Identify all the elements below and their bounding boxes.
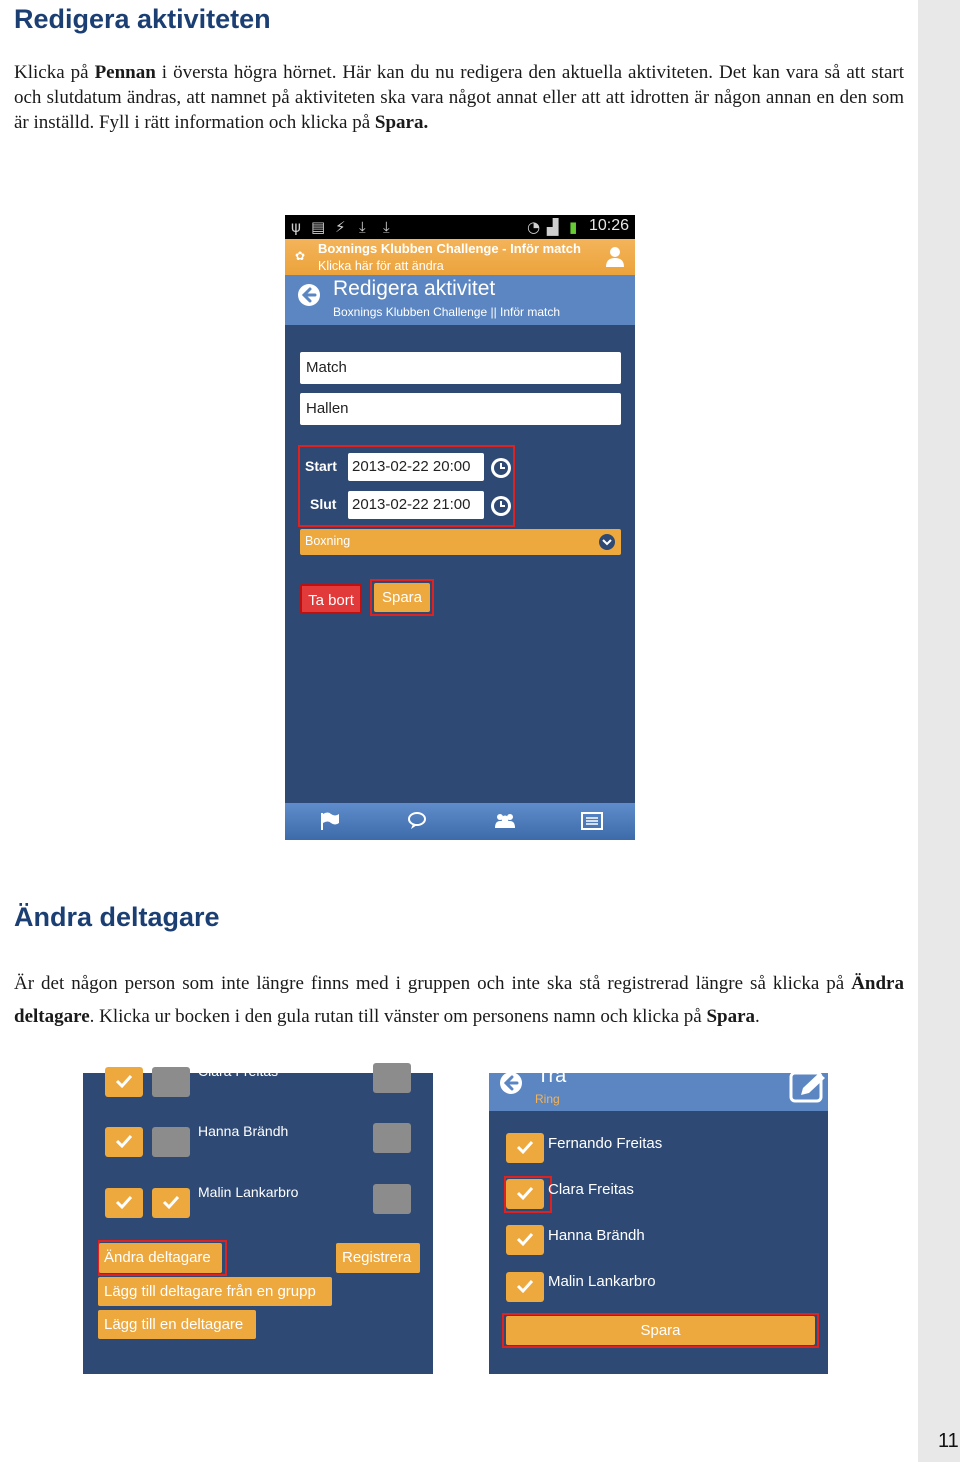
usb-icon: ψ (291, 218, 301, 236)
notification-title: Boxnings Klubben Challenge - Inför match (318, 241, 581, 256)
notification-banner[interactable] (285, 239, 635, 275)
screen-header (285, 275, 635, 325)
screen-subtitle: Boxnings Klubben Challenge || Inför match (333, 305, 561, 319)
phone-screenshot-edit-activity (285, 215, 635, 840)
section-heading-change-participants: Ändra deltagare (14, 902, 220, 932)
save-button[interactable]: Spara (506, 1316, 815, 1345)
chevron-down-icon (599, 534, 615, 550)
screen-subtitle: Ring (535, 1092, 560, 1106)
bottom-tab-bar (285, 803, 635, 840)
wifi-icon: ◔ (527, 218, 541, 236)
screen-title-cut: Tra (537, 1065, 567, 1087)
checkbox-checked[interactable] (105, 1067, 143, 1097)
sport-select[interactable] (300, 529, 621, 555)
status-box[interactable] (373, 1123, 411, 1153)
paragraph-bold-pennan: Pennan (94, 62, 156, 83)
download-icon: ⤓ (359, 218, 366, 236)
start-datetime-field[interactable]: 2013-02-22 20:00 (348, 453, 484, 481)
end-label: Slut (310, 496, 337, 512)
sport-select-value: Boxning (305, 534, 351, 548)
participant-name: Malin Lankarbro (198, 1184, 299, 1200)
add-from-group-button[interactable]: Lägg till deltagare från en grupp (98, 1277, 332, 1306)
paragraph-bold-andra-deltagare: Ändra deltagare (14, 973, 904, 1027)
list-icon[interactable] (581, 811, 603, 831)
checkmark-icon (516, 1232, 534, 1246)
paragraph-text: . Klicka ur bocken i den gula rutan till vänster om personens namn och klicka på (89, 1006, 707, 1027)
status-bar (285, 215, 635, 239)
screenshot-participant-actions (83, 1063, 433, 1374)
paragraph-bold-spara: Spara. (374, 112, 429, 133)
status-box[interactable] (373, 1063, 411, 1093)
checkbox-checked[interactable] (506, 1133, 544, 1163)
checkmark-icon (516, 1279, 534, 1293)
participant-name: Malin Lankarbro (548, 1273, 656, 1290)
paragraph-text: Är det någon person som inte längre finns med i gruppen och inte ska stå registrerad längre så klicka på (14, 973, 852, 994)
participant-name: Hanna Brändh (198, 1123, 289, 1139)
signal-icon: ▟ (547, 218, 559, 236)
participant-name: Hanna Brändh (548, 1227, 645, 1244)
end-datetime-field[interactable]: 2013-02-22 21:00 (348, 491, 484, 519)
paragraph-text: Klicka på (14, 62, 95, 83)
page-margin-rail (918, 0, 960, 1462)
edit-pencil-icon[interactable] (789, 1071, 827, 1105)
checkbox-checked[interactable] (105, 1127, 143, 1157)
back-arrow-icon[interactable] (499, 1071, 523, 1095)
participant-name: Fernando Freitas (548, 1135, 663, 1152)
checkmark-icon (115, 1195, 133, 1209)
checkmark-icon (516, 1140, 534, 1154)
checkmark-icon (162, 1195, 180, 1209)
screenshot-participant-checklist (489, 1065, 828, 1374)
group-icon[interactable] (494, 811, 516, 831)
checkbox-checked[interactable] (506, 1272, 544, 1302)
screen-title: Redigera aktivitet (333, 277, 496, 300)
checkbox-unchecked[interactable] (152, 1127, 190, 1157)
status-box[interactable] (373, 1184, 411, 1214)
battery-icon: ▮ (569, 218, 578, 236)
participant-name-cut: Clara Freitas (198, 1063, 279, 1079)
checkbox-unchecked[interactable] (152, 1067, 190, 1097)
section-paragraph-change-participants (14, 967, 904, 1033)
chat-icon[interactable] (407, 811, 429, 831)
sim-icon: ▤ (311, 218, 326, 236)
status-time: 10:26 (588, 217, 629, 234)
checkmark-icon (115, 1134, 133, 1148)
checkbox-checked[interactable] (105, 1188, 143, 1218)
sync-icon: ⚡ (335, 218, 346, 236)
paragraph-text: i översta högra hörnet. Här kan du nu redigera den aktuella aktiviteten. Det kan vara så att start och slutdatum ändras, att namnet på aktiviteten ska vara något annat eller att att idrotten är någon annan en den som är inställd. Fyll i rätt information och klicka på (14, 62, 905, 133)
checkbox-checked[interactable] (506, 1179, 544, 1209)
participant-name: Clara Freitas (548, 1181, 634, 1198)
back-arrow-icon[interactable] (297, 283, 321, 307)
activity-name-field[interactable]: Match (300, 352, 621, 384)
save-button[interactable]: Spara (374, 583, 430, 612)
delete-button[interactable]: Ta bort (300, 584, 362, 614)
page-number: 11 (938, 1430, 959, 1452)
gear-icon: ✿ (295, 249, 306, 263)
notification-subtitle: Klicka här för att ändra (318, 259, 444, 273)
change-participants-button[interactable]: Ändra deltagare (99, 1243, 222, 1273)
start-label: Start (305, 458, 337, 474)
user-icon (605, 246, 625, 268)
checkmark-icon (516, 1186, 534, 1200)
screen-header (489, 1065, 828, 1111)
flag-icon[interactable] (319, 811, 341, 831)
section-heading-edit-activity: Redigera aktiviteten (14, 4, 271, 34)
download-icon: ⤓ (383, 218, 390, 236)
checkbox-checked[interactable] (152, 1188, 190, 1218)
paragraph-bold-spara: Spara (706, 1006, 756, 1027)
clock-icon[interactable] (489, 494, 513, 518)
register-button[interactable]: Registrera (336, 1243, 420, 1273)
checkmark-icon (115, 1074, 133, 1088)
add-participant-button[interactable]: Lägg till en deltagare (98, 1310, 256, 1339)
clock-icon[interactable] (489, 456, 513, 480)
activity-place-field[interactable]: Hallen (300, 393, 621, 425)
paragraph-text: . (755, 1006, 760, 1027)
section-paragraph-edit-activity (14, 60, 904, 135)
checkbox-checked[interactable] (506, 1225, 544, 1255)
